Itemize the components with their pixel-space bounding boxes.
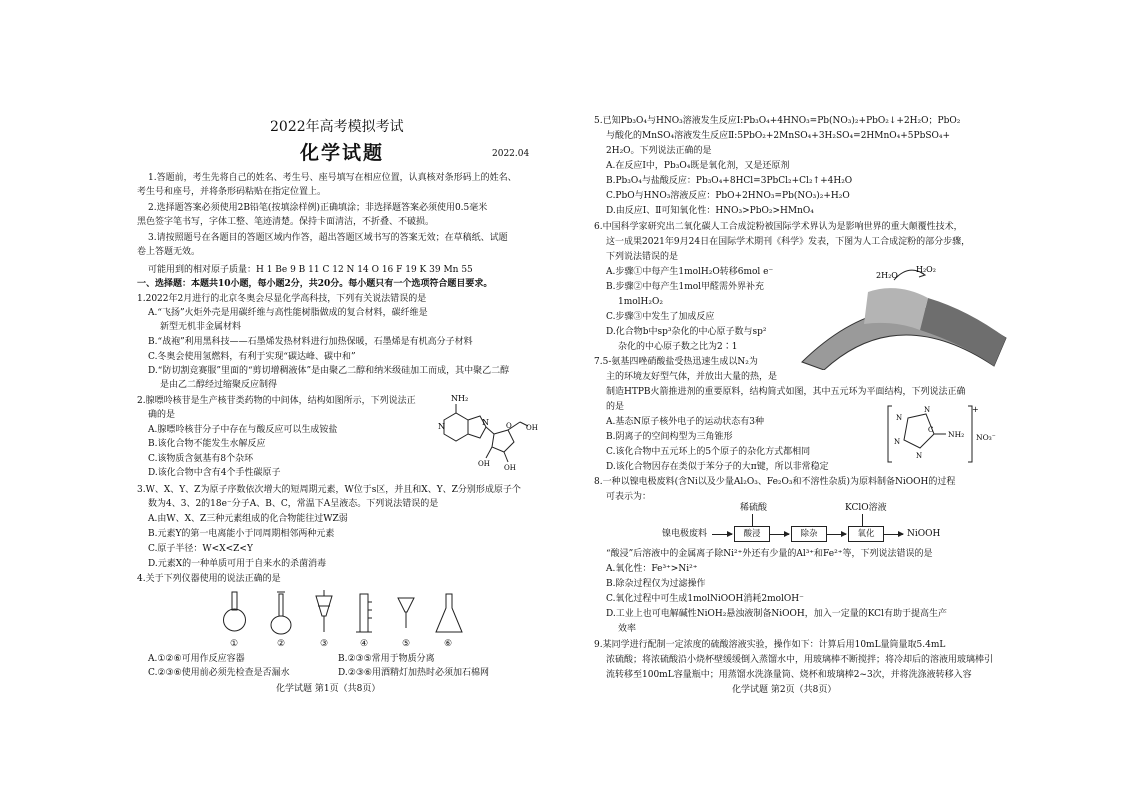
- oh-label: OH: [504, 464, 516, 472]
- q3-line: D.元素X的一种单质可用于自来水的杀菌消毒: [148, 559, 327, 569]
- exam-subtitle: 化学试题: [300, 142, 385, 164]
- n-label: N: [894, 438, 901, 446]
- q2-line: 确的是: [148, 410, 176, 420]
- q4-option-d: D.②③⑥用酒精灯加热时必须加石棉网: [338, 668, 489, 678]
- product-niooh: NiOOH: [907, 529, 941, 539]
- q2-line: D.该化合物中含有4个手性碳原子: [148, 468, 281, 478]
- note-line: 黑色签字笔书写，字体工整、笔迹清楚。保持卡面清洁，不折叠、不破损。: [137, 217, 435, 227]
- q8-line: 效率: [618, 624, 637, 634]
- q4-option-c: C.②③⑥使用前必须先检查是否漏水: [148, 668, 290, 678]
- q9-line: 浓硫酸；将浓硫酸沿小烧杯壁缓缓倒入蒸馏水中，用玻璃棒不断搅拌；将冷却后的溶液用玻璃棒引: [606, 655, 994, 665]
- q7-line: D.该化合物因存在类似于苯分子的大π键，所以非常稳定: [606, 462, 829, 472]
- flow-arrow: [883, 534, 903, 535]
- water-label: 2H₂O: [876, 271, 898, 280]
- section-1-heading: 一、选择题：本题共10小题，每小题2分，共20分。每小题只有一个选项符合题目要求。: [137, 279, 493, 289]
- q7-line: B.阴离子的空间构型为三角锥形: [606, 432, 733, 442]
- apparatus-label: ②: [277, 639, 286, 649]
- apparatus-label: ①: [230, 639, 239, 649]
- n-label: N: [482, 418, 489, 427]
- q1-line: A.“飞扬”火炬外壳是用碳纤维与高性能树脂做成的复合材料，碳纤维是: [148, 308, 428, 318]
- q2-line: B.该化合物不能发生水解反应: [148, 439, 266, 449]
- q3-line: 3.W、X、Y、Z为原子序数依次增大的短周期元素，W位于s区，并且和X、Y、Z分别形成原子个: [137, 485, 521, 495]
- raw-material: 镍电极废料: [662, 529, 708, 539]
- o-label: O: [506, 422, 512, 430]
- reagent-kclo: KClO溶液: [845, 503, 887, 513]
- q1-line: C.冬奥会使用氢燃料，有利于实现“碳达峰、碳中和”: [148, 352, 356, 362]
- apparatus-label: ⑤: [402, 639, 411, 649]
- q1-line: 1.2022年2月进行的北京冬奥会尽显化学高科技，下列有关说法错误的是: [137, 294, 427, 304]
- exam-date: 2022.04: [492, 149, 530, 159]
- q6-line: 杂化的中心原子数之比为2∶1: [618, 342, 738, 352]
- peroxide-label: H₂O₂: [916, 265, 936, 274]
- nh2-label: NH₂: [451, 394, 469, 403]
- q9-line: 流转移至100mL容量瓶中；用蒸馏水洗涤量筒、烧杯和玻璃棒2~3次，并将洗涤液转移入容: [606, 670, 972, 680]
- oh-label: OH: [526, 424, 538, 432]
- n-label: N: [916, 452, 923, 460]
- flow-arrow: [712, 534, 732, 535]
- q7-line: 制造HTPB火箭推进剂的重要原料，结构简式如图，其中五元环为平面结构，下列说法正确: [606, 387, 966, 397]
- q2-line: 2.腺嘌呤核苷是生产核苷类药物的中间体，结构如图所示，下列说法正: [137, 396, 416, 406]
- step-acid-leach: 酸浸: [734, 526, 770, 542]
- note-line: 考生号和座号，并将条形码粘贴在指定位置上。: [137, 187, 327, 197]
- page-footer: 化学试题 第1页（共8页）: [276, 684, 381, 694]
- q5-line: 5.已知Pb₃O₄与HNO₃溶液发生反应Ⅰ:Pb₃O₄+4HNO₃=Pb(NO₃)₂+PbO₂↓+2H₂O；PbO₂: [594, 116, 961, 126]
- note-line: 卷上答题无效。: [137, 247, 201, 257]
- q8-line: “酸浸”后溶液中的金属离子除Ni²⁺外还有少量的Al³⁺和Fe²⁺等，下列说法错误的是: [606, 549, 933, 559]
- nitrate-label: NO₃⁻: [976, 433, 996, 442]
- reagent-sulfuric-acid: 稀硫酸: [740, 503, 768, 513]
- right-page: [562, 0, 1123, 794]
- reagent-arrow: [752, 514, 753, 526]
- q8-line: C.氧化过程中可生成1molNiOOH消耗2molOH⁻: [606, 594, 804, 604]
- q3-line: C.原子半径：W<X<Z<Y: [148, 544, 253, 554]
- q1-line: B.“战袍”利用黑科技——石墨烯发热材料进行加热保暖，石墨烯是有机高分子材料: [148, 337, 473, 347]
- step-oxidation: 氧化: [848, 526, 884, 542]
- q6-line: 1molH₂O₂: [618, 297, 663, 307]
- q6-line: C.步骤③中发生了加成反应: [606, 312, 715, 322]
- q6-line: 这一成果2021年9月24日在国际学术期刊《科学》发表，下图为人工合成淀粉的部分步骤，: [606, 237, 971, 247]
- apparatus-label: ⑥: [444, 639, 453, 649]
- q6-line: D.化合物b中sp³杂化的中心原子数与sp²: [606, 327, 767, 337]
- q7-line: C.该化合物中五元环上的5个原子的杂化方式都相同: [606, 447, 811, 457]
- q9-line: 9.某同学进行配制一定浓度的硫酸溶液实验，操作如下：计算后用10mL量筒量取5.4mL: [594, 640, 946, 650]
- step-impurity-removal: 除杂: [791, 526, 827, 542]
- c-label: C: [928, 426, 934, 434]
- round-flask-icon: [224, 592, 246, 631]
- starch-synthesis-figure: [798, 258, 1010, 370]
- conical-flask-icon: [436, 594, 462, 632]
- q1-line: 是由乙二醇经过缩聚反应制得: [160, 380, 278, 390]
- note-line: 1.答题前，考生先将自己的姓名、考生号、座号填写在相应位置，认真核对条形码上的姓名、: [148, 173, 517, 183]
- q2-line: A.腺嘌呤核苷分子中存在与酸反应可以生成铵盐: [148, 425, 338, 435]
- oh-label: OH: [478, 460, 490, 468]
- q5-line: 与酸化的MnSO₄溶液发生反应Ⅱ:5PbO₂+2MnSO₄+3H₂SO₄=2HMnO₄+5PbSO₄+: [606, 131, 951, 141]
- n-label: N: [924, 406, 931, 414]
- q4-option-a: A.①②⑥可用作反应容器: [148, 654, 245, 664]
- q7-line: 7.5-氨基四唑硝酸盐受热迅速生成以N₂为: [594, 357, 758, 367]
- aminotetrazole-structure: [886, 402, 996, 466]
- q1-line: 新型无机非金属材料: [160, 322, 242, 332]
- atomic-masses: 可能用到的相对原子质量：H 1 Be 9 B 11 C 12 N 14 O 16 F 19 K 39 Mn 55: [148, 265, 473, 275]
- q2-line: C.该物质含氨基有8个杂环: [148, 454, 254, 464]
- q8-line: D.工业上也可电解碱性NiOH₂悬浊液制备NiOOH，加入一定量的KCl有助于提高生产: [606, 609, 947, 619]
- exam-title: 2022年高考模拟考试: [270, 119, 404, 135]
- q5-line: B.Pb₃O₄与盐酸反应：Pb₃O₄+8HCl=3PbCl₂+Cl₂↑+4H₂O: [606, 176, 853, 186]
- q8-line: B.除杂过程仅为过滤操作: [606, 579, 706, 589]
- funnel-icon: [398, 598, 414, 628]
- q7-line: 的是: [606, 402, 625, 412]
- reagent-arrow: [862, 514, 863, 526]
- q4-stem: 4.关于下列仪器使用的说法正确的是: [137, 574, 281, 584]
- q3-line: A.由W、X、Z三种元素组成的化合物能往过WZ弱: [148, 514, 348, 524]
- plus-sign: +: [972, 405, 979, 414]
- q7-line: 主的环境友好型气体，并放出大量的热，是: [606, 372, 778, 382]
- apparatus-label: ④: [360, 639, 369, 649]
- page-footer: 化学试题 第2页（共8页）: [732, 685, 837, 695]
- note-line: 3.请按照题号在各题目的答题区域内作答，超出答题区域书写的答案无效；在草稿纸、试题: [148, 233, 508, 243]
- q4-option-b: B.②③⑤常用于物质分离: [338, 654, 435, 664]
- q5-line: A.在反应Ⅰ中，Pb₃O₄既是氧化剂，又是还原剂: [606, 161, 790, 171]
- volumetric-flask-icon: [271, 592, 291, 634]
- q8-line: 8.一种以镍电极废料(含Ni以及少量Al₂O₃、Fe₂O₃和不溶性杂质)为原料制备NiOOH的过程: [594, 477, 956, 487]
- q5-line: C.PbO与HNO₃溶液反应：PbO+2HNO₃=Pb(NO₃)₂+H₂O: [606, 191, 850, 201]
- nh2-label: NH₂: [948, 430, 965, 439]
- q6-line: A.步骤①中每产生1molH₂O转移6mol e⁻: [606, 267, 774, 277]
- q8-line: A.氧化性：Fe³⁺>Ni²⁺: [606, 564, 698, 574]
- q8-line: 可表示为：: [606, 492, 652, 502]
- q3-line: 数为4、3、2的18e⁻分子A、B、C，常温下A呈液态。下列说法错误的是: [148, 499, 439, 509]
- q6-line: B.步骤②中每产生1mol甲醛需外界补充: [606, 282, 765, 292]
- note-line: 2.选择题答案必须使用2B铅笔(按填涂样例)正确填涂；非选择题答案必须使用0.5毫米: [148, 203, 488, 213]
- q6-line: 下列说法错误的是: [606, 252, 679, 262]
- q7-line: A.基态N原子核外电子的运动状态有3种: [606, 417, 764, 427]
- adenosine-structure: [430, 392, 540, 472]
- flow-arrow: [826, 534, 846, 535]
- separatory-funnel-icon: [316, 590, 332, 632]
- q5-line: D.由反应Ⅰ、Ⅱ可知氧化性：HNO₃>PbO₂>HMnO₄: [606, 206, 814, 216]
- q6-line: 6.中国科学家研究出二氧化碳人工合成淀粉被国际学术界认为是影响世界的重大颠覆性技术，: [594, 222, 963, 232]
- flow-arrow: [769, 534, 789, 535]
- apparatus-label: ③: [320, 639, 329, 649]
- glassware-figure: [210, 588, 470, 640]
- q1-line: D.“防切割竞赛服”里面的“剪切增稠液体”是由聚乙二醇和纳米级硅加工而成，其中聚乙二醇: [148, 366, 510, 376]
- n-label: N: [438, 422, 445, 431]
- n-label: N: [896, 414, 903, 422]
- q3-line: B.元素Y的第一电离能小于同周期相邻两种元素: [148, 529, 335, 539]
- graduated-cylinder-icon: [356, 594, 372, 632]
- q5-line: 2H₂O。下列说法正确的是: [606, 146, 712, 156]
